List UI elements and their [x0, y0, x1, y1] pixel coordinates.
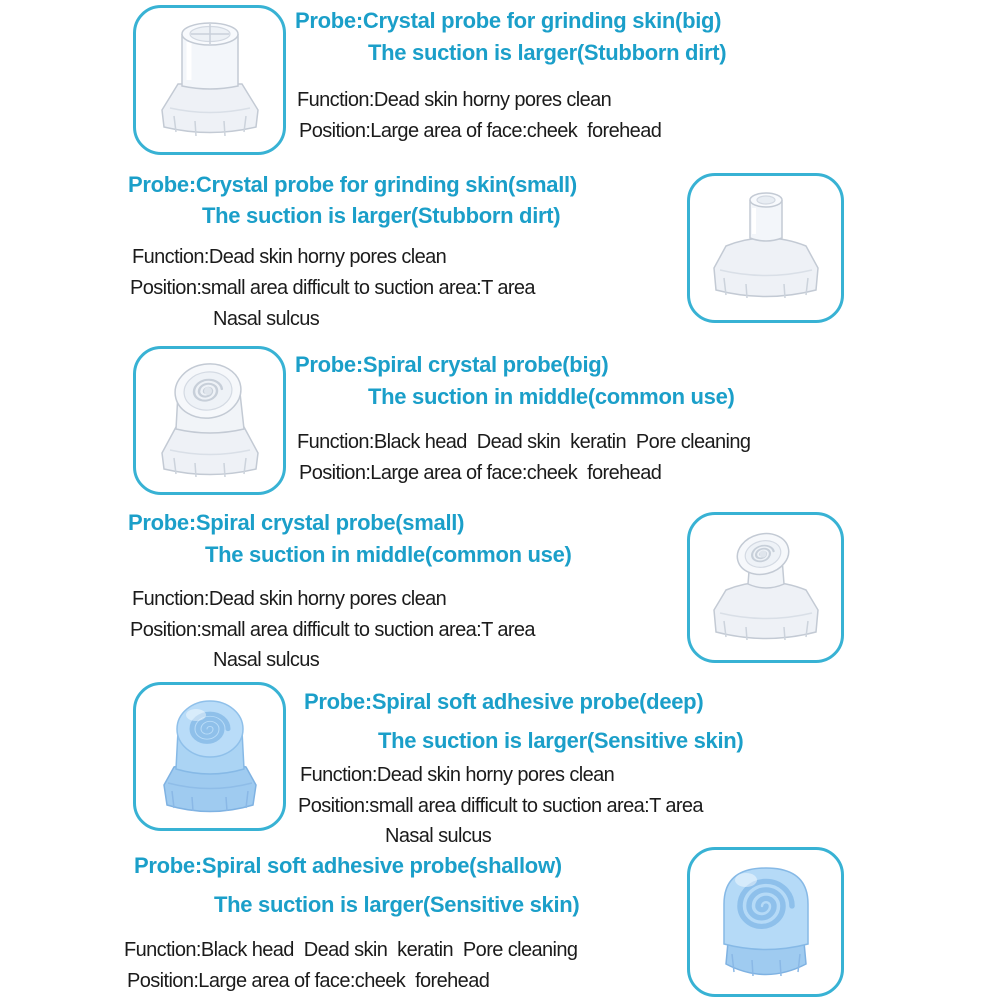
spiral-soft-probe-deep-image: [140, 687, 280, 827]
crystal-probe-big-image: [140, 10, 280, 150]
probe-subtitle: The suction is larger(Stubborn dirt): [202, 203, 561, 228]
probe-position: Position:Large area of face:cheek forehead: [127, 970, 490, 992]
probe-function: Function:Black head Dead skin keratin Pore cleaning: [124, 939, 578, 961]
probe-subtitle: The suction in middle(common use): [205, 542, 572, 567]
probe-position-extra: Nasal sulcus: [213, 649, 320, 671]
probe-position-extra: Nasal sulcus: [213, 308, 320, 330]
probe-title: Probe:Crystal probe for grinding skin(small): [128, 172, 577, 197]
probe-function: Function:Dead skin horny pores clean: [132, 246, 447, 268]
probe-function: Function:Dead skin horny pores clean: [297, 89, 612, 111]
spiral-crystal-probe-big-photo-frame: [133, 346, 286, 495]
probe-subtitle: The suction is larger(Stubborn dirt): [368, 40, 727, 65]
probe-position: Position:small area difficult to suction area:T area: [298, 795, 703, 817]
probe-title: Probe:Spiral crystal probe(big): [295, 352, 609, 377]
probe-position: Position:Large area of face:cheek forehead: [299, 120, 662, 142]
spiral-soft-probe-deep-photo-frame: [133, 682, 286, 831]
spiral-crystal-probe-big-image: [140, 351, 280, 491]
probe-position: Position:Large area of face:cheek forehead: [299, 462, 662, 484]
crystal-probe-big-photo-frame: [133, 5, 286, 155]
probe-function: Function:Dead skin horny pores clean: [300, 764, 615, 786]
probe-position: Position:small area difficult to suction area:T area: [130, 277, 535, 299]
probe-function: Function:Dead skin horny pores clean: [132, 588, 447, 610]
probe-title: Probe:Spiral soft adhesive probe(shallow): [134, 853, 562, 878]
probe-title: Probe:Spiral soft adhesive probe(deep): [304, 689, 704, 714]
crystal-probe-small-image: [696, 178, 836, 318]
probe-subtitle: The suction in middle(common use): [368, 384, 735, 409]
probe-position: Position:small area difficult to suction area:T area: [130, 619, 535, 641]
probe-subtitle: The suction is larger(Sensitive skin): [378, 728, 744, 753]
spiral-crystal-probe-small-photo-frame: [687, 512, 844, 663]
probe-position-extra: Nasal sulcus: [385, 825, 492, 847]
probe-title: Probe:Spiral crystal probe(small): [128, 510, 465, 535]
spiral-soft-probe-shallow-photo-frame: [687, 847, 844, 997]
probe-title: Probe:Crystal probe for grinding skin(big): [295, 8, 722, 33]
probe-function: Function:Black head Dead skin keratin Pore cleaning: [297, 431, 751, 453]
crystal-probe-small-photo-frame: [687, 173, 844, 323]
probe-subtitle: The suction is larger(Sensitive skin): [214, 892, 580, 917]
spiral-crystal-probe-small-image: [696, 518, 836, 658]
spiral-soft-probe-shallow-image: [696, 852, 836, 992]
